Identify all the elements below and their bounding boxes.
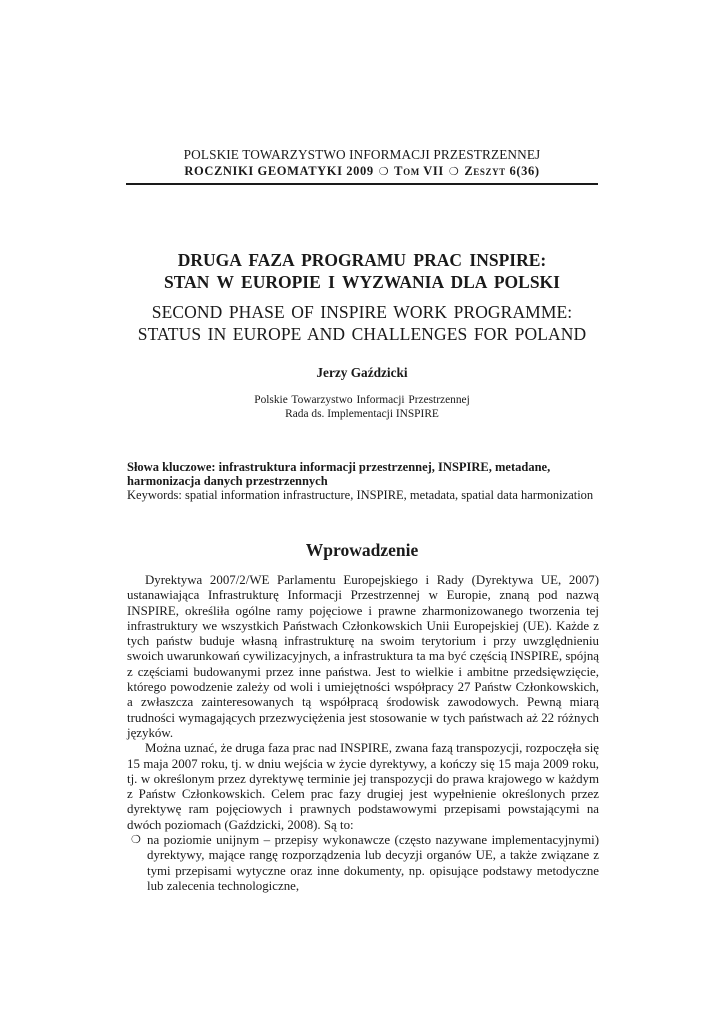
journal-volume: Tom VII: [394, 164, 444, 178]
affiliation-line1: Polskie Towarzystwo Informacji Przestrzennej: [254, 394, 470, 406]
list-item: [127, 833, 599, 894]
journal-society-header: POLSKIE TOWARZYSTWO INFORMACJI PRZESTRZENNEJ: [183, 147, 541, 162]
section-title: Wprowadzenie: [305, 540, 419, 560]
title-en-line1: SECOND PHASE OF INSPIRE WORK PROGRAMME:: [151, 302, 573, 322]
separator-icon: ❍: [378, 166, 390, 178]
body-text: [127, 573, 599, 894]
journal-issue-header: [0, 164, 724, 179]
keywords-en: Keywords: spatial information infrastructure, INSPIRE, metadata, spatial data harmonization: [127, 488, 594, 503]
paragraph: Dyrektywa 2007/2/WE Parlamentu Europejskiego i Rady (Dyrektywa UE, 2007) ustanawiająca Infrastrukturę Informacji Przestrzennej w Europie, znaną pod nazwą INSPIRE, określiła ogólne ramy pojęciowe i prawne zharmonizowanego tworzenia tej infrastruktury we wszystkich Państwach Członkowskich Unii Europejskiej (UE). Każde z tych państw buduje własną infrastrukturę na swoim terytorium i przy uwzględnieniu swoich uwarunkowań cywilizacyjnych, a infrastruktura ta ma być częścią INSPIRE, spójną z częściami budowanymi przez inne państwa. Jest to wielkie i ambitne przedsięwzięcie, którego powodzenie zależy od woli i umiejętności współpracy 27 Państw Członkowskich, a zwłaszcza zainteresowanych tą współpracą środowisk zawodowych. Pewną miarą trudności wymagających przezwyciężenia jest stosowanie w tych państwach aż 22 różnych języków.: [127, 573, 599, 740]
separator-icon: ❍: [448, 166, 460, 178]
list-item-text: na poziomie unijnym – przepisy wykonawcze (często nazywane implementacyjnymi) dyrektywy, mające rangę rozporządzenia lub decyzji organów UE, a także związane z tymi przepisami wytyczne oraz inne dokumenty, np. opisujące podstawy metodyczne lub zalecenia technologiczne,: [147, 833, 599, 893]
bullet-list: [127, 833, 599, 894]
keywords-block: [127, 460, 602, 503]
keywords-pl: Słowa kluczowe: infrastruktura informacji przestrzennej, INSPIRE, metadane, harmonizacja danych przestrzennych: [127, 460, 551, 489]
affiliation-line2: Rada ds. Implementacji INSPIRE: [285, 408, 439, 420]
author-name: Jerzy Gaździcki: [316, 365, 408, 380]
journal-issue: Zeszyt 6(36): [464, 164, 540, 178]
title-en-line2: STATUS IN EUROPE AND CHALLENGES FOR POLAND: [137, 324, 587, 344]
paragraph: Można uznać, że druga faza prac nad INSPIRE, zwana fazą transpozycji, rozpoczęła się 15 maja 2007 roku, tj. w dniu wejścia w życie dyrektywy, a kończy się 15 maja 2009 roku, tj. w określonym przez dyrektywę terminie jej transpozycji do prawa krajowego w każdym z Państw Członkowskich. Celem prac fazy drugiej jest wypełnienie określonych przez dyrektywę ram pojęciowych i prawnych podstawowymi przepisami powstającymi na dwóch poziomach (Gaździcki, 2008). Są to:: [127, 741, 599, 832]
title-pl-line2: STAN W EUROPIE I WYZWANIA DLA POLSKI: [164, 272, 560, 292]
journal-name: ROCZNIKI GEOMATYKI 2009: [184, 164, 374, 178]
title-pl-line1: DRUGA FAZA PROGRAMU PRAC INSPIRE:: [177, 250, 547, 270]
circle-bullet-icon: ❍: [131, 834, 141, 847]
header-rule: [126, 183, 598, 185]
